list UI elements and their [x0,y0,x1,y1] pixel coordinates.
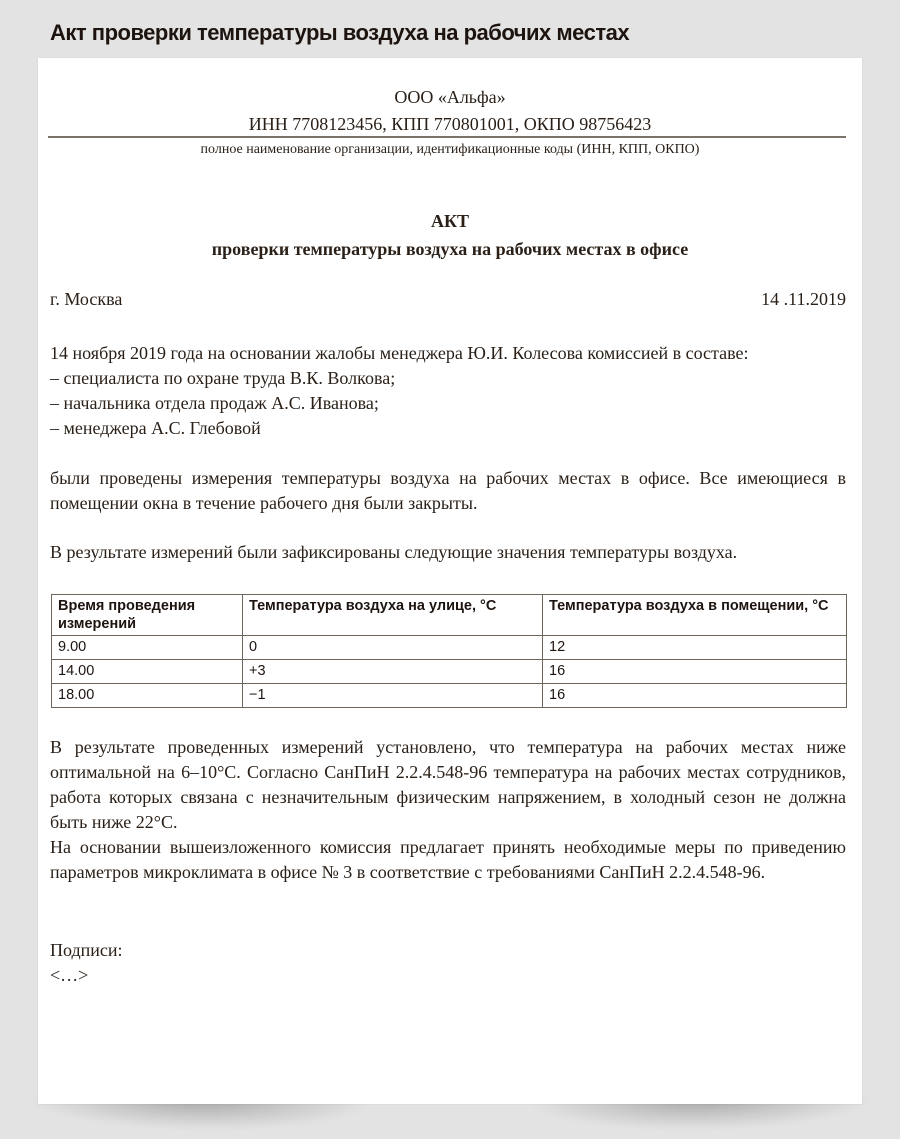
table-row [52,684,847,708]
measurements-text: были проведены измерения температуры воздуха на рабочих местах в офисе. Все имеющиеся в помещении окна в течение рабочего дня были закрыты. [50,468,846,513]
signatures-label: Подписи: [50,940,123,960]
page-heading: Акт проверки температуры воздуха на рабочих местах [50,20,630,45]
measurements-paragraph [50,466,846,516]
document-title: АКТ [430,211,470,231]
organization-block [48,84,852,137]
cell-outdoor-temp: 0 [243,636,543,660]
table-row [52,636,847,660]
signatures-block [50,938,846,988]
header-indoor-temp: Температура воздуха в помещении, °C [543,595,847,636]
temperature-table [51,594,847,708]
organization-caption: полное наименование организации, идентификационные коды (ИНН, КПП, ОКПО) [200,142,700,157]
organization-divider [48,136,846,138]
conclusion-block [50,735,846,885]
place-date-row [50,286,846,312]
table-row [52,660,847,684]
cell-time: 18.00 [52,684,243,708]
results-intro-text: В результате измерений были зафиксированы следующие значения температуры воздуха. [50,542,738,562]
header-time: Время проведения измерений [52,595,243,636]
document-subtitle: проверки температуры воздуха на рабочих местах в офисе [211,239,689,259]
cell-outdoor-temp: +3 [243,660,543,684]
organization-name: ООО «Альфа» [394,87,506,107]
results-intro-paragraph [50,540,846,565]
commission-member: – менеджера А.С. Глебовой [50,418,261,438]
document-date: 14 .11.2019 [761,289,846,309]
document-place: г. Москва [50,289,123,309]
cell-time: 9.00 [52,636,243,660]
commission-block [50,341,846,441]
header-outdoor-temp: Температура воздуха на улице, °C [243,595,543,636]
commission-member: – специалиста по охране труда В.К. Волкова; [50,368,396,388]
organization-codes: ИНН 7708123456, КПП 770801001, ОКПО 98756423 [248,114,652,134]
table-header-row [52,595,847,636]
cell-indoor-temp: 16 [543,684,847,708]
conclusion-paragraph: В результате проведенных измерений установлено, что температура на рабочих местах ниже оптимальной на 6–10°C. Согласно СанПиН 2.2.4.548-96 температура на рабочих местах сотрудников, работа которых связана с незначительным физическим напряжением, в холодный сезон не должна быть ниже 22°C. [50,737,846,832]
commission-member: – начальника отдела продаж А.С. Иванова; [50,393,379,413]
conclusion-paragraph: На основании вышеизложенного комиссия предлагает принять необходимые меры по приведению параметров микроклимата в офисе № 3 в соответствие с требованиями СанПиН 2.2.4.548-96. [50,837,846,882]
document-paper [38,58,862,1104]
commission-intro: 14 ноября 2019 года на основании жалобы менеджера Ю.И. Колесова комиссией в составе: [50,343,749,363]
cell-indoor-temp: 12 [543,636,847,660]
cell-indoor-temp: 16 [543,660,847,684]
cell-time: 14.00 [52,660,243,684]
signatures-placeholder: <…> [50,965,89,985]
cell-outdoor-temp: −1 [243,684,543,708]
